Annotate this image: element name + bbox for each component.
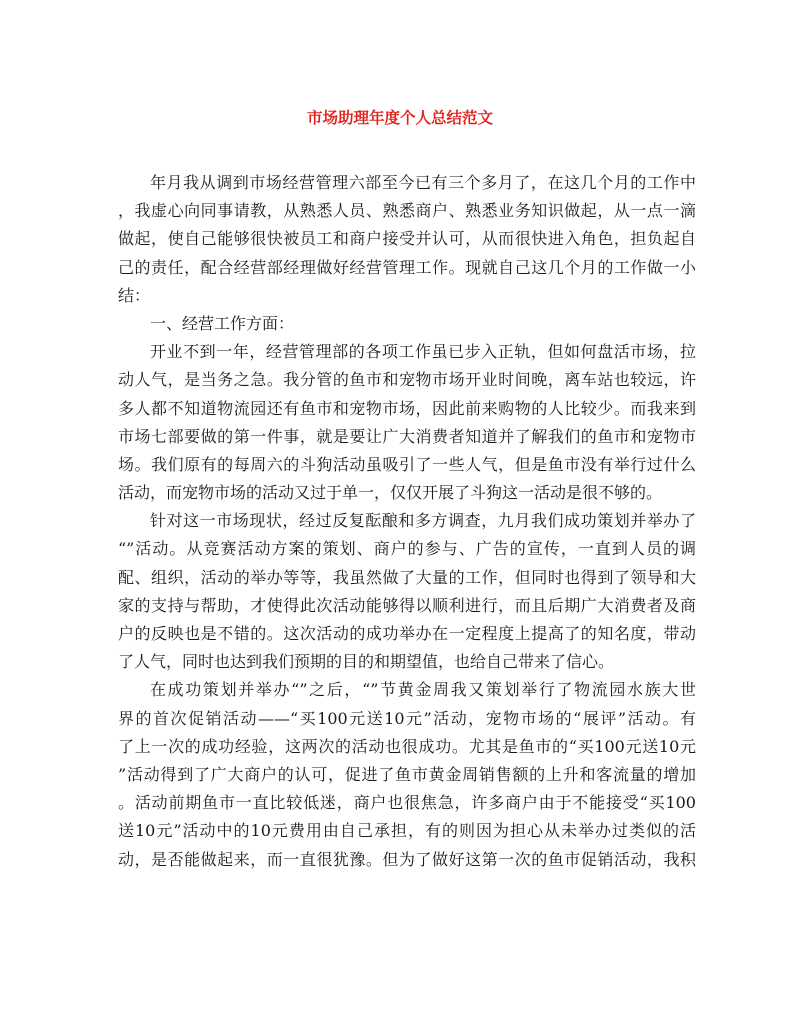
text-line: 户的反映也是不错的。这次活动的成功举办在一定程度上提高了的知名度，带动	[118, 624, 696, 643]
text-line: 。活动前期鱼市一直比较低迷，商户也很焦急，许多商户由于不能接受“买100	[118, 793, 696, 813]
text-line: 场。我们原有的每周六的斗狗活动虽吸引了一些人气，但是鱼市没有举行过什么	[118, 454, 696, 474]
text-line: 多人都不知道物流园还有鱼市和宠物市场，因此前来购物的人比较少。而我来到	[118, 398, 696, 418]
text-line: 在成功策划并举办“”之后，“”节黄金周我又策划举行了物流园水族大世	[150, 680, 696, 700]
text-line: 市场七部要做的第一件事，就是要让广大消费者知道并了解我们的鱼市和宠物市	[118, 426, 696, 446]
text-line: 动人气，是当务之急。我分管的鱼市和宠物市场开业时间晚，离车站也较远，许	[118, 370, 696, 390]
text-line: 针对这一市场现状，经过反复酝酿和多方调查，九月我们成功策划并举办了	[150, 511, 696, 531]
text-line: 己的责任，配合经营部经理做好经营管理工作。现就自己这几个月的工作做一小	[118, 257, 696, 277]
text-line: 开业不到一年，经营管理部的各项工作虽已步入正轨，但如何盘活市场，拉	[150, 342, 696, 362]
document-title: 市场助理年度个人总结范文	[306, 108, 493, 127]
text-line: 动，是否能做起来，而一直很犹豫。但为了做好这第一次的鱼市促销活动，我积	[118, 849, 696, 869]
text-line: 年月我从调到市场经营管理六部至今已有三个多月了，在这几个月的工作中	[150, 173, 696, 192]
text-line: ”活动得到了广大商户的认可，促进了鱼市黄金周销售额的上升和客流量的增加	[118, 764, 696, 784]
text-line: 一、经营工作方面：	[150, 313, 295, 333]
text-line: “”活动。从竞赛活动方案的策划、商户的参与、广告的宣传，一直到人员的调	[118, 539, 696, 559]
text-line: 做起，使自己能够很快被员工和商户接受并认可，从而很快进入角色，担负起自	[118, 229, 696, 249]
text-line: 配、组织，活动的举办等等，我虽然做了大量的工作，但同时也得到了领导和大	[118, 567, 696, 587]
text-line: 了上一次的成功经验，这两次的活动也很成功。尤其是鱼市的“买100元送10元	[118, 736, 696, 756]
text-line: 家的支持与帮助，才使得此次活动能够得以顺利进行，而且后期广大消费者及商	[118, 595, 696, 615]
text-line: 结：	[118, 285, 151, 305]
text-line: ，我虚心向同事请教，从熟悉人员、熟悉商户、熟悉业务知识做起，从一点一滴	[118, 201, 696, 221]
document-body	[118, 169, 696, 874]
text-line: 界的首次促销活动——“买100元送10元”活动，宠物市场的“展评”活动。有	[118, 708, 696, 728]
text-line: 活动，而宠物市场的活动又过于单一，仅仅开展了斗狗这一活动是很不够的。	[118, 483, 663, 503]
text-line: 送10元”活动中的10元费用由自己承担，有的则因为担心从未举办过类似的活	[118, 821, 696, 841]
text-line: 了人气，同时也达到我们预期的目的和期望值，也给自己带来了信心。	[118, 652, 615, 672]
